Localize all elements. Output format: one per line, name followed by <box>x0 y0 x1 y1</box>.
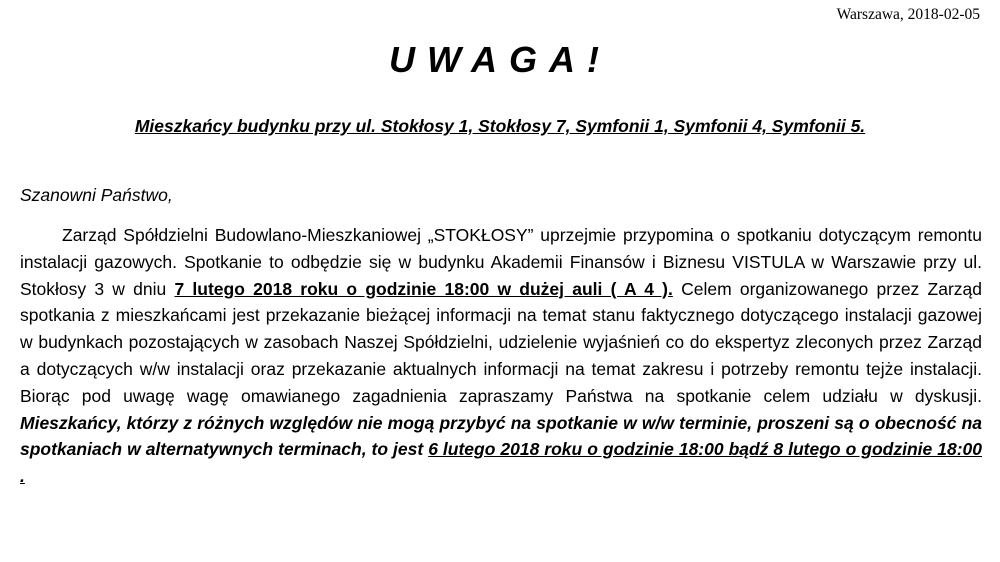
greeting: Szanowni Państwo, <box>20 185 173 205</box>
meeting-datetime: 7 lutego 2018 roku o godzinie 18:00 w dużej auli ( A 4 ). <box>174 278 673 299</box>
addressees-line: Mieszkańcy budynku przy ul. Stokłosy 1, Stokłosy 7, Symfonii 1, Symfonii 4, Symfonii 5. <box>134 116 866 136</box>
body-text-purpose: Celem organizowanego przez Zarząd spotkania z mieszkańcami jest przekazanie bieżącej informacji na temat stanu faktycznego dotyczącego instalacji gazowej w budynkach pozostających w zasobach Naszej Spółdzielni, udzielenie wyjaśnień co do ekspertyz zleconych przez Zarząd a dotyczących w/w instalacji oraz przekazanie aktualnych informacji na temat zakresu i potrzeby remontu tejże instalacji. Biorąc pod uwagę wagę omawianego zagadnienia zapraszamy Państwa na spotkanie celem udziału w dyskusji. <box>20 278 982 406</box>
alternative-dates: 6 lutego 2018 roku o godzinie 18:00 bądź 8 lutego o godzinie 18:00 . <box>20 439 982 487</box>
alternative-dates-notice: Mieszkańcy, którzy z różnych względów nie mogą przybyć na spotkanie w w/w terminie, proszeni są o obecność na spotkaniach w alternatywnych terminach, to jest <box>20 412 982 460</box>
document-date: Warszawa, 2018-02-05 <box>836 6 980 23</box>
body-text-intro: Zarząd Spółdzielni Budowlano-Mieszkaniowej „STOKŁOSY” uprzejmie przypomina o spotkaniu dotyczącym remontu instalacji gazowych. Spotkanie to odbędzie się w budynku Akademii Finansów i Biznesu VISTULA w Warszawie przy ul. Stokłosy 3 w dniu <box>20 225 982 299</box>
notice-title: UWAGA! <box>389 39 611 80</box>
body-paragraph <box>20 222 982 490</box>
